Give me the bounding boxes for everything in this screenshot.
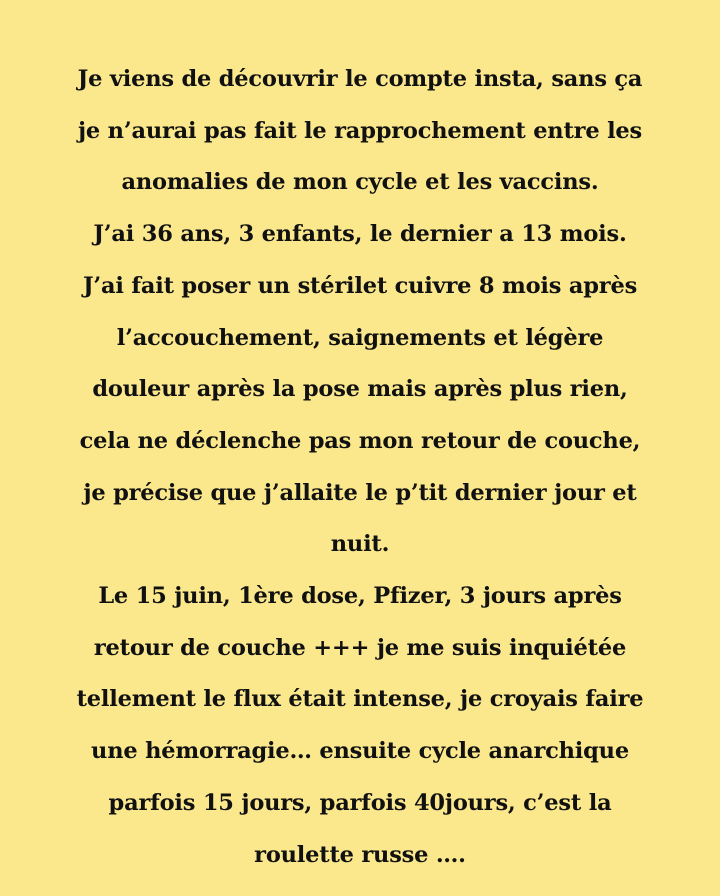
text-line-14: une hémorragie… ensuite cycle anarchique	[91, 738, 629, 765]
text-line-12: retour de couche +++ je me suis inquiétée	[93, 634, 627, 661]
text-line-15: parfois 15 jours, parfois 40jours, c’est la	[108, 789, 612, 816]
text-line-5: J’ai fait poser un stérilet cuivre 8 mois après	[82, 272, 638, 299]
text-line-3: anomalies de mon cycle et les vaccins.	[121, 169, 599, 196]
text-line-2: je n’aurai pas fait le rapprochement entre les	[77, 117, 642, 144]
text-line-11: Le 15 juin, 1ère dose, Pfizer, 3 jours après	[98, 583, 622, 610]
text-line-8: cela ne déclenche pas mon retour de couche,	[79, 427, 641, 454]
text-line-9: je précise que j’allaite le p’tit dernier jour et	[83, 479, 637, 506]
text-line-10: nuit.	[330, 531, 390, 558]
text-line-13: tellement le flux était intense, je croyais faire	[76, 686, 644, 713]
text-line-6: l’accouchement, saignements et légère	[116, 324, 604, 351]
text-line-7: douleur après la pose mais après plus rien,	[92, 376, 628, 403]
text-line-1: Je viens de découvrir le compte insta, sans ça	[77, 66, 643, 92]
text-line-4: J’ai 36 ans, 3 enfants, le dernier a 13 mois.	[93, 221, 627, 248]
text-line-16: roulette russe ….	[254, 841, 466, 868]
